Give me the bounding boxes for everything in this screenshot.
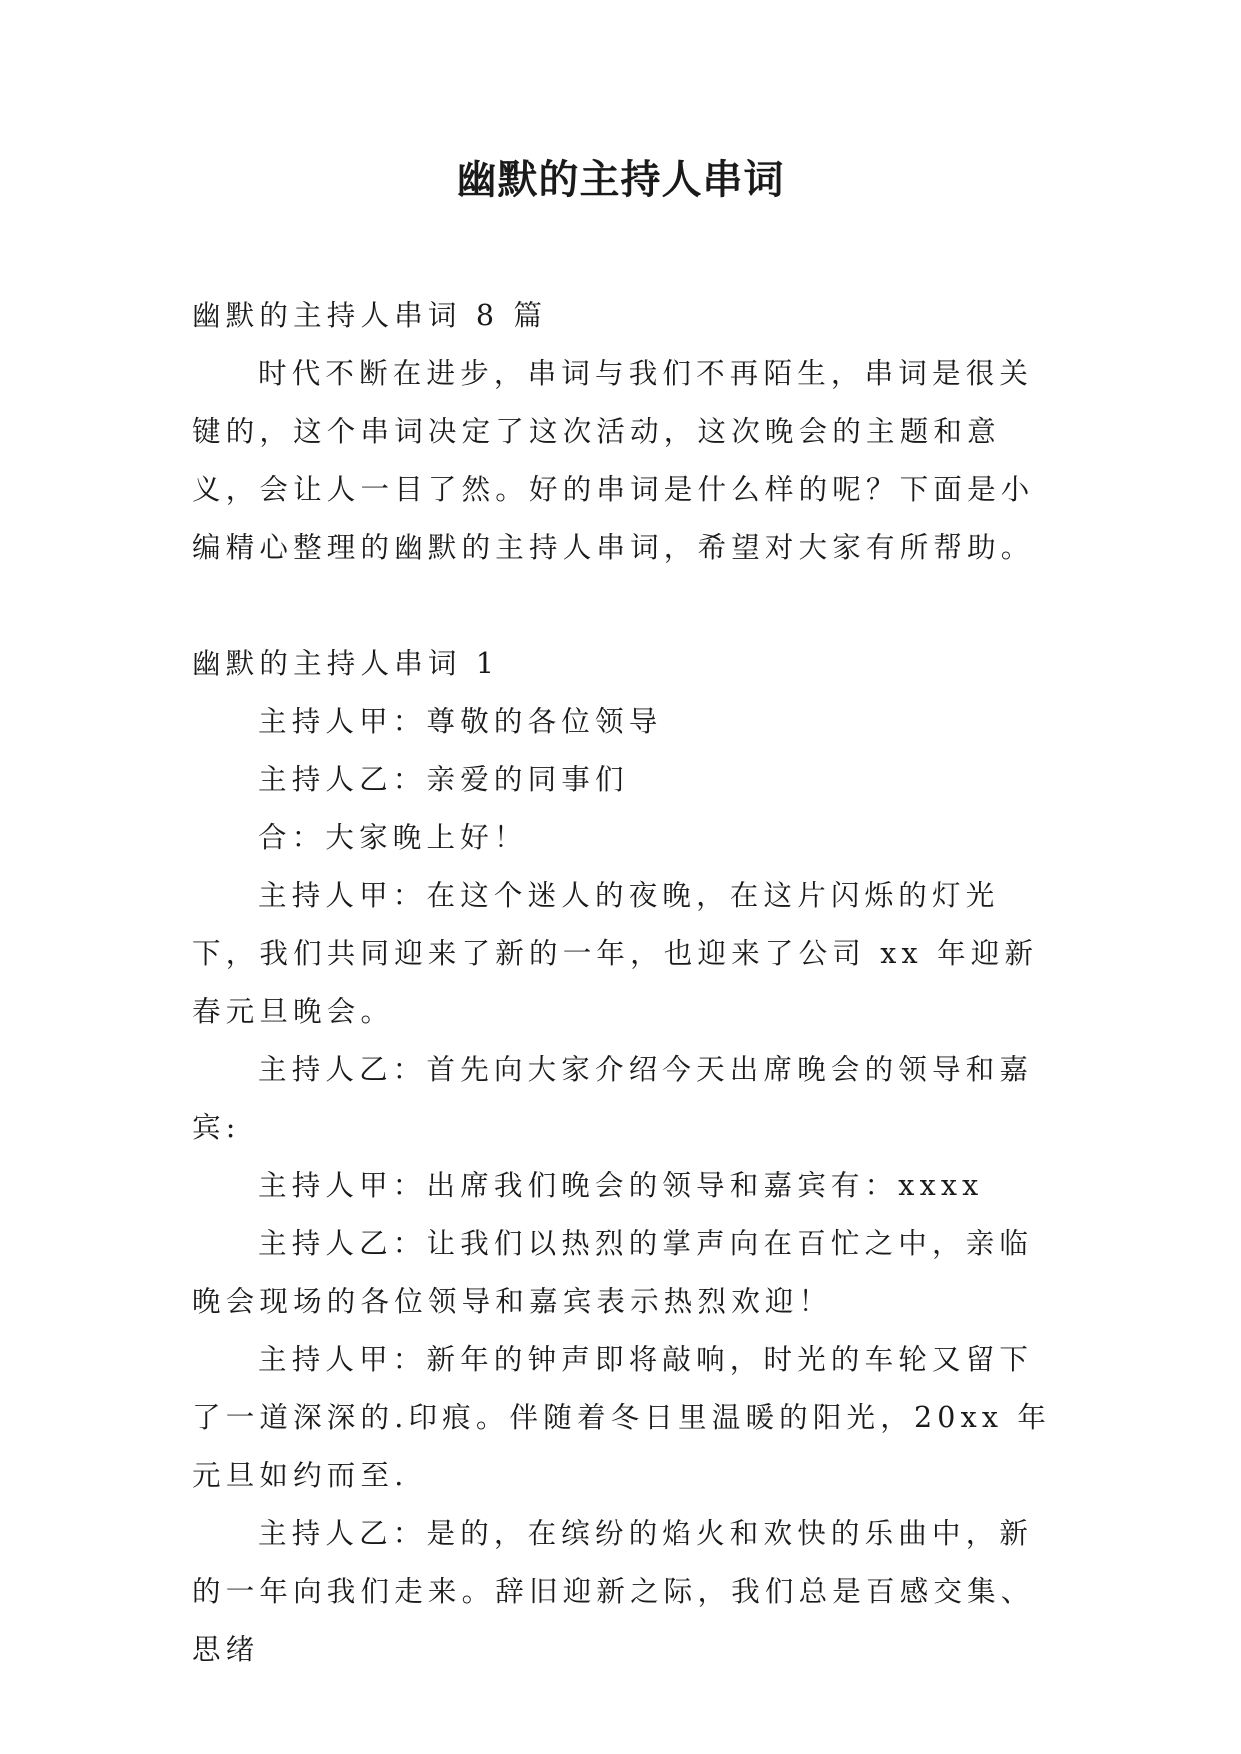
script-line: 主持人乙：是的，在缤纷的焰火和欢快的乐曲中，新的一年向我们走来。辞旧迎新之际，我们总是百感交集、思绪 <box>192 1517 1035 1666</box>
document-body <box>192 287 1054 1679</box>
script-line: 主持人乙：让我们以热烈的掌声向在百忙之中，亲临晚会现场的各位领导和嘉宾表示热烈欢迎！ <box>192 1227 1034 1318</box>
script-line: 主持人乙：首先向大家介绍今天出席晚会的领导和嘉宾: <box>192 1053 1034 1144</box>
section-heading: 幽默的主持人串词 1 <box>192 647 500 680</box>
script-line: 主持人甲：在这个迷人的夜晚，在这片闪烁的灯光下，我们共同迎来了新的一年，也迎来了公司 xx 年迎新春元旦晚会。 <box>192 879 1039 1028</box>
script-line: 主持人甲：尊敬的各位领导 <box>258 705 663 738</box>
intro-heading: 幽默的主持人串词 8 篇 <box>192 299 548 332</box>
script-line: 合：大家晚上好！ <box>258 821 528 854</box>
script-line: 主持人甲：新年的钟声即将敲响，时光的车轮又留下了一道深深的.印痕。伴随着冬日里温暖的阳光，20xx 年元旦如约而至. <box>192 1343 1052 1492</box>
script-line: 主持人甲：出席我们晚会的领导和嘉宾有：xxxx <box>258 1169 984 1202</box>
document-title: 幽默的主持人串词 <box>456 156 785 203</box>
intro-paragraph: 时代不断在进步，串词与我们不再陌生，串词是很关键的，这个串词决定了这次活动，这次晚会的主题和意义，会让人一目了然。好的串词是什么样的呢？下面是小编精心整理的幽默的主持人串词，希望对大家有所帮助。 <box>192 357 1035 564</box>
script-line: 主持人乙：亲爱的同事们 <box>258 763 629 796</box>
